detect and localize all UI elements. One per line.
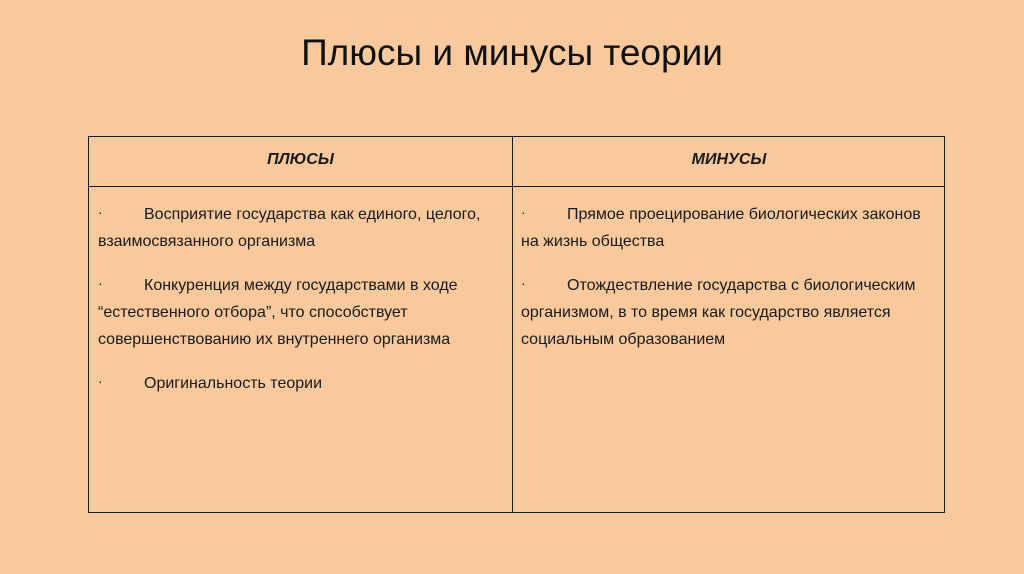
bullet-icon: · (98, 275, 103, 291)
pros-header: ПЛЮСЫ (267, 151, 334, 168)
pros-item-text: Конкуренция между государствами в ходе “естественного отбора”, что способствует совершенствованию их внутреннего организма (98, 277, 458, 348)
bullet-icon: · (521, 204, 526, 220)
cons-cell (521, 187, 937, 370)
column-divider (512, 137, 513, 512)
pros-item-text: Оригинальность теории (144, 375, 323, 392)
cons-item-text: Отождествление государства с биологическим организмом, в то время как государство является социальным образованием (521, 277, 916, 348)
slide-title: Плюсы и минусы теории (301, 32, 723, 73)
pros-cell (98, 187, 503, 414)
bullet-icon: · (98, 373, 103, 389)
bullet-icon: · (521, 275, 526, 291)
cons-header: МИНУСЫ (691, 151, 767, 168)
cons-item-text: Прямое проецирование биологических законов на жизнь общества (521, 206, 921, 250)
pros-item-text: Восприятие государства как единого, целого, взаимосвязанного организма (98, 206, 481, 250)
cons-list-item (521, 272, 937, 353)
pros-cons-table (88, 136, 945, 513)
pros-list-item (98, 272, 503, 353)
pros-list-item (98, 201, 503, 255)
cons-list-item (521, 201, 937, 255)
bullet-icon: · (98, 204, 103, 220)
pros-list-item (98, 370, 503, 397)
